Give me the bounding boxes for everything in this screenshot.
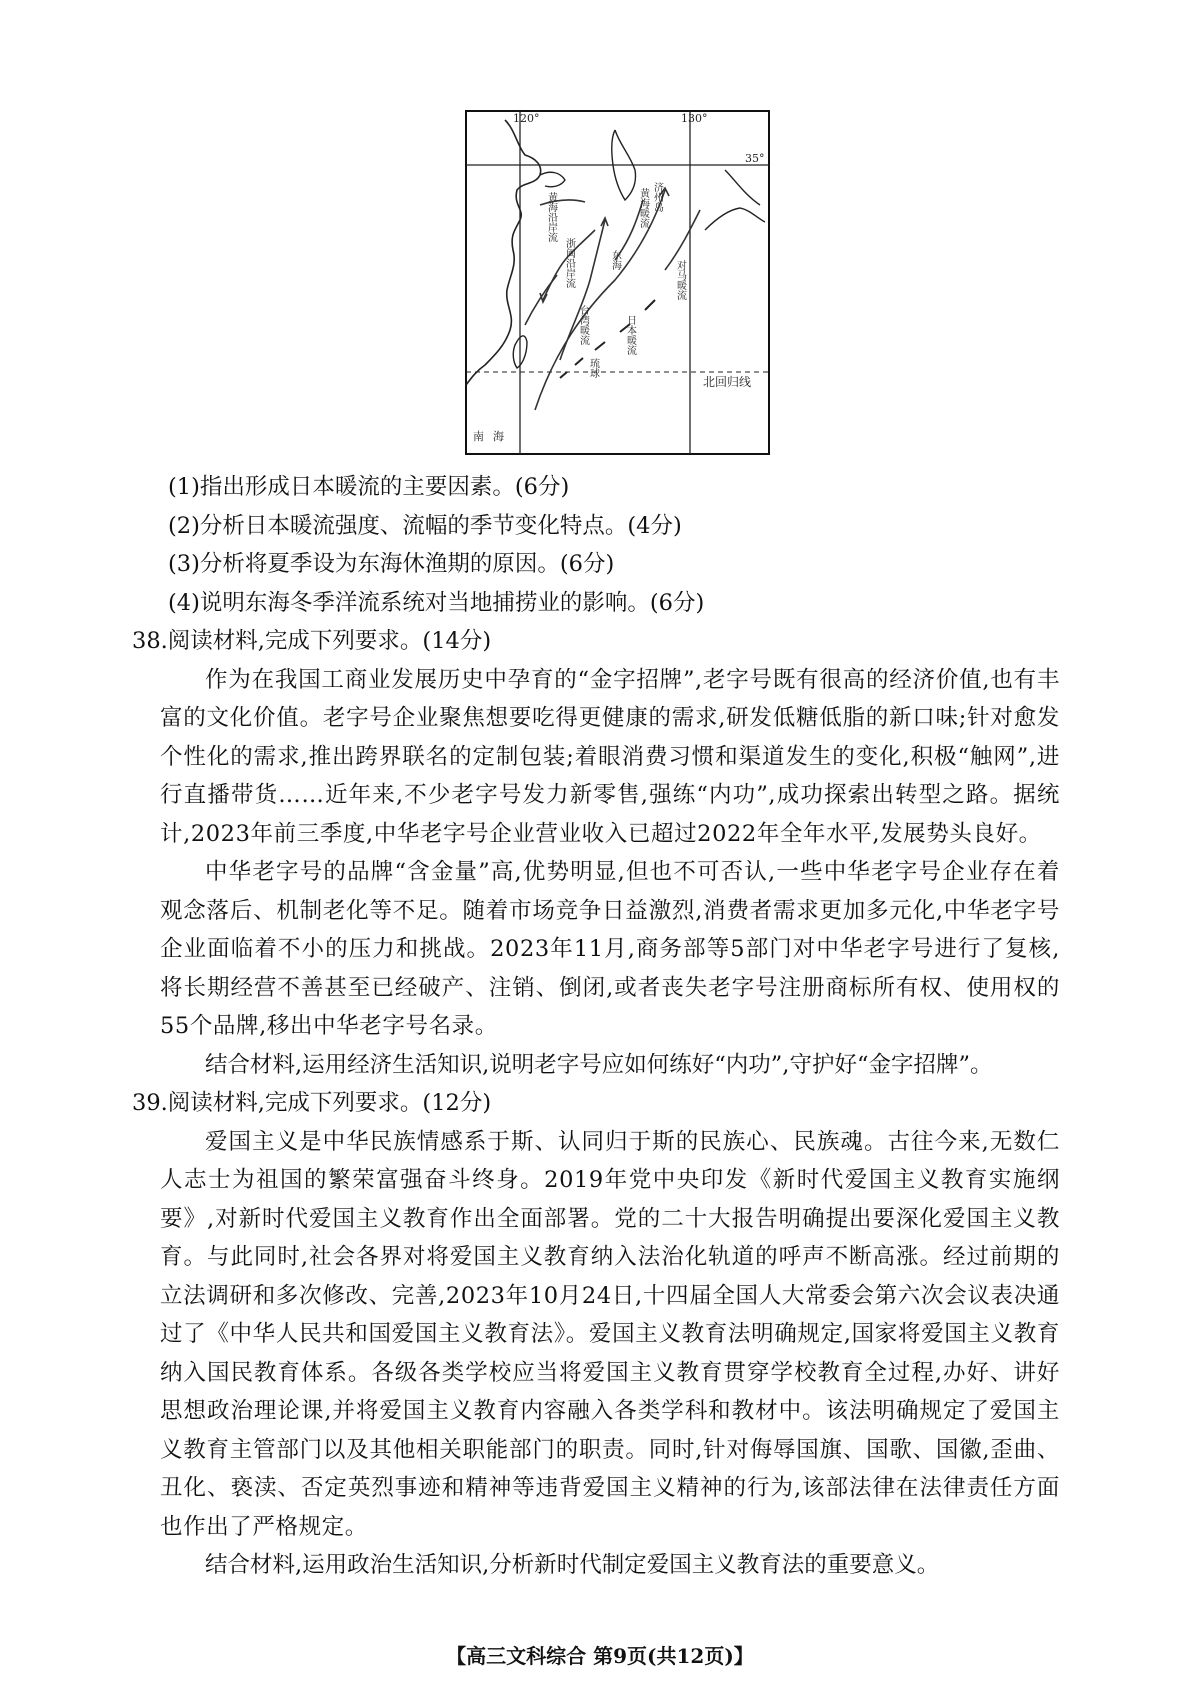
label-yellow-sea-warm: 黄海暖流 — [637, 188, 649, 228]
map-frame — [466, 111, 769, 454]
lon-label-120: 120° — [513, 112, 540, 125]
label-taiwan-warm: 台湾暖流 — [577, 305, 589, 345]
label-kuroshio: 日本暖流 — [624, 315, 636, 355]
region-label-hai: 海 — [493, 430, 504, 443]
ocean-current-map — [465, 110, 770, 455]
map-svg — [465, 110, 770, 455]
q38-task: 结合材料,运用经济生活知识,说明老字号应如何练好“内功”,守护好“金字招牌”。 — [205, 1051, 993, 1078]
q37-sub-4: (4)说明东海冬季洋流系统对当地捕捞业的影响。(6分) — [168, 589, 705, 616]
page-body — [132, 468, 1060, 1585]
q37-sub-2: (2)分析日本暖流强度、流幅的季节变化特点。(4分) — [168, 512, 682, 539]
page-footer: 【高三文科综合 第9页(共12页)】 — [446, 1644, 754, 1668]
q37-sub-3: (3)分析将夏季设为东海休渔期的原因。(6分) — [168, 551, 615, 577]
label-jeju: 济州岛 — [651, 182, 663, 212]
lat-label-35: 35° — [745, 152, 765, 165]
q37-sub-1: (1)指出形成日本暖流的主要因素。(6分) — [168, 474, 570, 500]
q39-para-1: 爱国主义是中华民族情感系于斯、认同归于斯的民族心、民族魂。古往今来,无数仁人志士为祖国的繁荣富强奋斗终身。2019年党中央印发《新时代爱国主义教育实施纲要》,对新时代爱国主义教育作出全面部署。党的二十大报告明确提出要深化爱国主义教育。与此同时,社会各界对将爱国主义教育纳入法治化轨道的呼声不断高涨。经过前期的立法调研和多次修改、完善,2023年10月24日,十四届全国人大常委会第六次会议表决通过了《中华人民共和国爱国主义教育法》。爱国主义教育法明确规定,国家将爱国主义教育纳入国民教育体系。各级各类学校应当将爱国主义教育贯穿学校教育全过程,办好、讲好思想政治理论课,并将爱国主义教育内容融入各类学科和教材中。该法明确规定了爱国主义教育主管部门以及其他相关职能部门的职责。同时,针对侮辱国旗、国歌、国徽,歪曲、丑化、亵渎、否定英烈事迹和精神等违背爱国主义精神的行为,该部法律在法律责任方面也作出了严格规定。 — [160, 1128, 1060, 1540]
q38-heading: 38.阅读材料,完成下列要求。(14分) — [132, 628, 492, 654]
label-zhemin-coastal: 浙闽沿岸流 — [563, 238, 575, 288]
lon-label-130: 130° — [681, 112, 708, 125]
q39-heading: 39.阅读材料,完成下列要求。(12分) — [132, 1090, 492, 1116]
q38-para-1: 作为在我国工商业发展历史中孕育的“金字招牌”,老字号既有很高的经济价值,也有丰富的文化价值。老字号企业聚焦想要吃得更健康的需求,研发低糖低脂的新口味;针对愈发个性化的需求,推出跨界联名的定制包装;着眼消费习惯和渠道发生的变化,积极“触网”,进行直播带货……近年来,不少老字号发力新零售,强练“内功”,成功探索出转型之路。据统计,2023年前三季度,中华老字号企业营业收入已超过2022年全年水平,发展势头良好。 — [160, 666, 1060, 847]
label-ryukyu: 琉球 — [587, 358, 599, 378]
q39-task: 结合材料,运用政治生活知识,分析新时代制定爱国主义教育法的重要意义。 — [205, 1552, 940, 1578]
region-label-nan: 南 — [473, 430, 484, 443]
label-east-sea: 东海 — [609, 250, 621, 270]
q38-para-2: 中华老字号的品牌“含金量”高,优势明显,但也不可否认,一些中华老字号企业存在着观念落后、机制老化等不足。随着市场竞争日益激烈,消费者需求更加多元化,中华老字号企业面临着不小的压力和挑战。2023年11月,商务部等5部门对中华老字号进行了复核,将长期经营不善甚至已经破产、注销、倒闭,或者丧失老字号注册商标所有权、使用权的55个品牌,移出中华老字号名录。 — [160, 859, 1060, 1039]
label-tsushima: 对马暖流 — [674, 260, 686, 300]
label-yellow-sea-coastal: 黄海沿岸流 — [545, 192, 557, 242]
tropic-label: 北回归线 — [703, 375, 752, 389]
